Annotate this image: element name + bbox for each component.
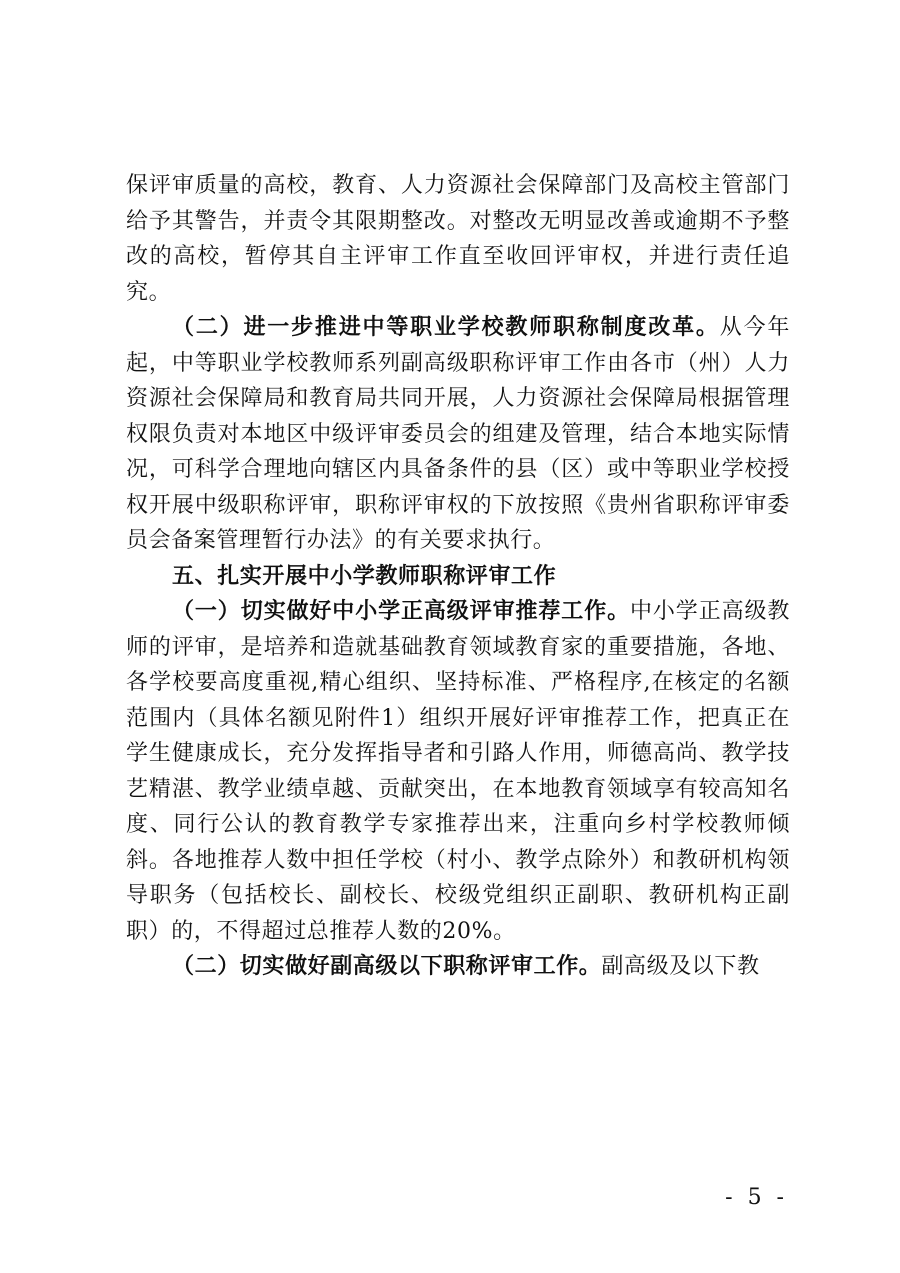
page-number: - 5 -: [725, 1185, 788, 1210]
paragraph-continuation: [126, 168, 790, 310]
paragraph-associate-evaluation: [126, 949, 790, 985]
paragraph-text: 中小学正高级教师的评审，是培养和造就基础教育领域教育家的重要措施，各地、各学校要高度重视,精心组织、坚持标准、严格程序,在核定的名额范围内（具体名额见附件1）组织开展好评审推荐工作，把真正在学生健康成长，充分发挥指导者和引路人作用，师德高尚、教学技艺精湛、教学业绩卓越、贡献突出，在本地教育领域享有较高知名度、同行公认的教育教学专家推荐出来，注重向乡村学校教师倾斜。各地推荐人数中担任学校（村小、教学点除外）和教研机构领导职务（包括校长、副校长、校级党组织正副职、教研机构正副职）的，不得超过总推荐人数的20%。: [126, 599, 790, 944]
paragraph-lead: （一）切实做好中小学正高级评审推荐工作。: [172, 598, 630, 624]
document-body: [126, 168, 790, 985]
section-heading: 五、扎实开展中小学教师职称评审工作: [172, 562, 557, 589]
paragraph-senior-recommendation: [126, 594, 790, 949]
paragraph-vocational-reform: [126, 310, 790, 559]
paragraph-text: 保评审质量的高校，教育、人力资源社会保障部门及高校主管部门给予其警告，并责令其限期整改。对整改无明显改善或逾期不予整改的高校，暂停其自主评审工作直至收回评审权，并进行责任追究。: [126, 173, 790, 305]
paragraph-text: 副高级及以下教: [601, 954, 760, 979]
paragraph-lead: （二）切实做好副高级以下职称评审工作。: [172, 953, 602, 979]
paragraph-text: 从今年起，中等职业学校教师系列副高级职称评审工作由各市（州）人力资源社会保障局和教育局共同开展，人力资源社会保障局根据管理权限负责对本地区中级评审委员会的组建及管理，结合本地实际情况，可科学合理地向辖区内具备条件的县（区）或中等职业学校授权开展中级职称评审，职称评审权的下放按照《贵州省职称评审委员会备案管理暂行办法》的有关要求执行。: [126, 315, 790, 553]
paragraph-lead: （二）进一步推进中等职业学校教师职称制度改革。: [172, 314, 720, 340]
